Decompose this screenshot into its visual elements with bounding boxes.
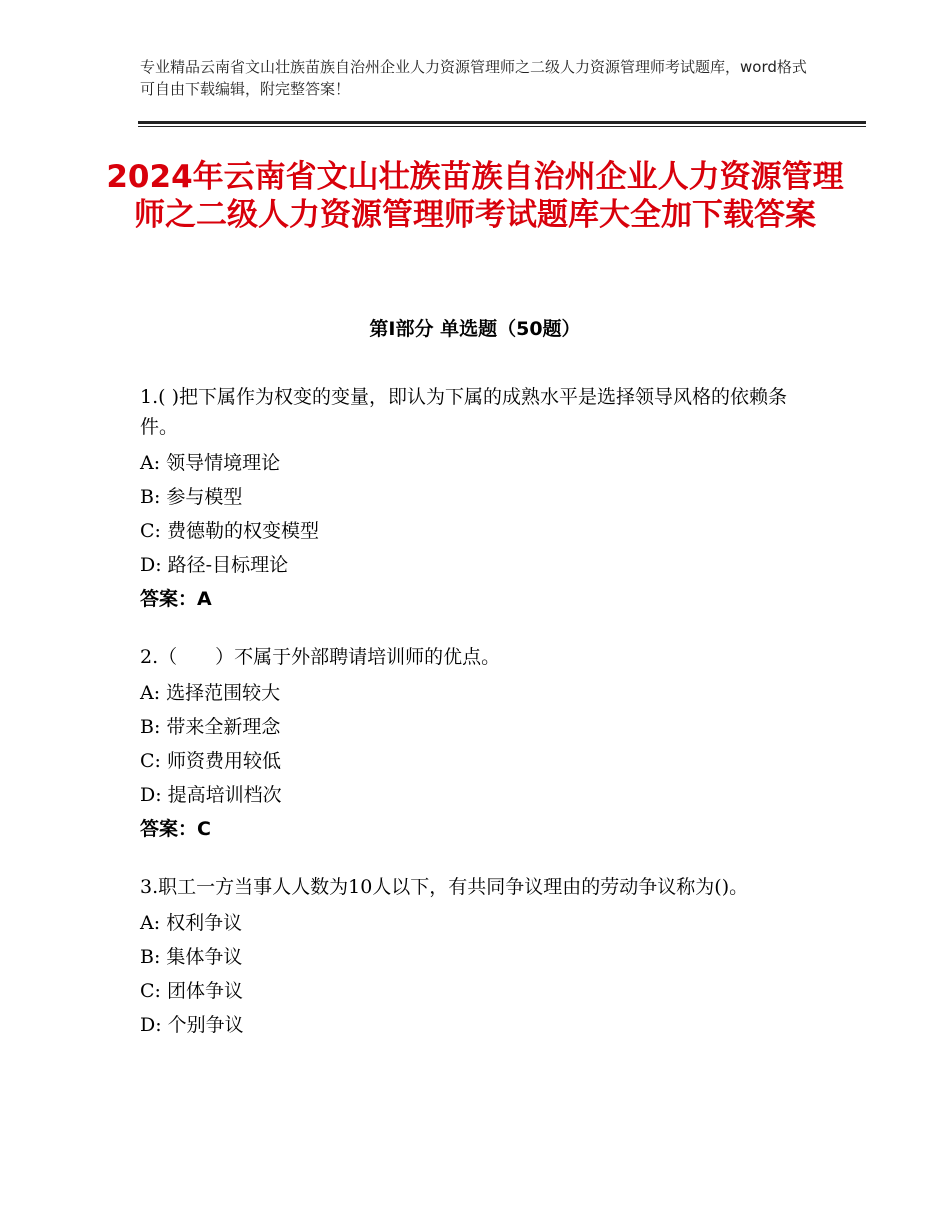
option-b: B: 带来全新理念: [140, 716, 281, 738]
section-title: 第Ⅰ部分 单选题（50题）: [369, 318, 581, 340]
document-title: 2024年云南省文山壮族苗族自治州企业人力资源管理师之二级人力资源管理师考试题库大全加下载答案: [106, 159, 844, 233]
answer: 答案：C: [140, 818, 211, 840]
header-rule-thick: [138, 121, 866, 124]
question-stem: 3.职工一方当事人人数为10人以下，有共同争议理由的劳动争议称为()。: [140, 876, 749, 898]
option-a: A: 领导情境理论: [140, 452, 281, 474]
question-stem: 1.( )把下属作为权变的变量，即认为下属的成熟水平是选择领导风格的依赖条件。: [140, 386, 787, 438]
option-b: B: 参与模型: [140, 486, 243, 508]
header-rule-thin: [138, 126, 866, 127]
question-stem: 2.（ ）不属于外部聘请培训师的优点。: [140, 646, 501, 668]
option-c: C: 团体争议: [140, 980, 243, 1002]
option-d: D: 提高培训档次: [140, 784, 282, 806]
question-1: [140, 382, 820, 616]
answer: 答案：A: [140, 588, 212, 610]
option-c: C: 费德勒的权变模型: [140, 520, 319, 542]
question-list: [140, 382, 820, 1068]
option-d: D: 路径-目标理论: [140, 554, 289, 576]
option-b: B: 集体争议: [140, 946, 243, 968]
option-a: A: 选择范围较大: [140, 682, 281, 704]
header-note: 专业精品云南省文山壮族苗族自治州企业人力资源管理师之二级人力资源管理师考试题库，word格式可自由下载编辑，附完整答案！: [140, 58, 807, 98]
question-2: [140, 642, 820, 846]
option-d: D: 个别争议: [140, 1014, 244, 1036]
question-3: [140, 872, 820, 1042]
option-a: A: 权利争议: [140, 912, 243, 934]
option-c: C: 师资费用较低: [140, 750, 281, 772]
